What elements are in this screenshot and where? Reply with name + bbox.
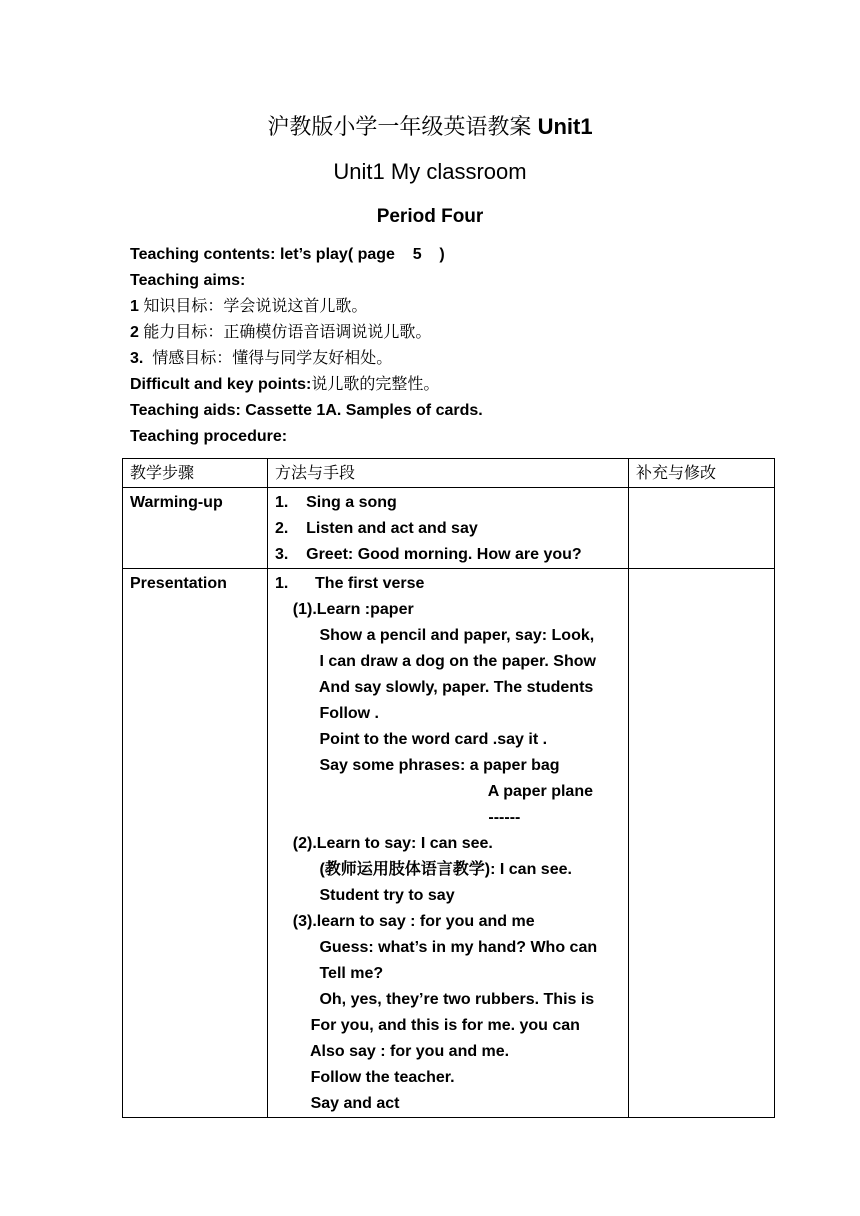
list-item: (教师运用肢体语言教学): I can see.: [275, 861, 572, 878]
list-item: Say some phrases: a paper bag: [275, 757, 560, 774]
key-points: Difficult and key points:说儿歌的完整性。: [130, 376, 440, 393]
title-chinese: 沪教版小学一年级英语教案: [267, 114, 532, 139]
procedure-table: [122, 458, 775, 1118]
list-item: I can draw a dog on the paper. Show: [275, 653, 596, 670]
teaching-aims-label: Teaching aims:: [130, 272, 246, 289]
list-item: A paper plane: [275, 783, 593, 800]
table-row-warming-up: [123, 488, 775, 569]
list-item: 2. Listen and act and say: [275, 520, 478, 537]
list-item: Also say : for you and me.: [275, 1043, 510, 1060]
title-unit: Unit1: [537, 114, 593, 139]
list-item: (3).learn to say : for you and me: [275, 913, 535, 930]
document-title: [0, 112, 860, 142]
warming-up-methods: [268, 488, 629, 569]
list-item: For you, and this is for me. you can: [275, 1017, 580, 1034]
list-item: (2).Learn to say: I can see.: [275, 835, 493, 852]
list-item: Say and act: [275, 1095, 400, 1112]
warming-up-notes: [629, 488, 775, 569]
list-item: 1. The first verse: [275, 575, 425, 592]
presentation-notes: [629, 569, 775, 1118]
table-row-presentation: [123, 569, 775, 1118]
list-item: And say slowly, paper. The students: [275, 679, 594, 696]
header-notes: 补充与修改: [629, 459, 775, 488]
list-item: Guess: what’s in my hand? Who can: [275, 939, 598, 956]
list-item: Oh, yes, they’re two rubbers. This is: [275, 991, 595, 1008]
header-method: 方法与手段: [268, 459, 629, 488]
list-item: Follow the teacher.: [275, 1069, 455, 1086]
step-presentation: Presentation: [123, 569, 268, 1118]
teaching-aids: Teaching aids: Cassette 1A. Samples of cards.: [130, 402, 483, 419]
document-subtitle: Unit1 My classroom: [333, 159, 527, 184]
list-item: Show a pencil and paper, say: Look,: [275, 627, 595, 644]
teaching-contents: Teaching contents: let’s play( page 5 ): [130, 246, 445, 263]
aim-1: 1 知识目标：学会说说这首儿歌。: [130, 298, 368, 315]
header-step: 教学步骤: [123, 459, 268, 488]
aim-2: 2 能力目标：正确模仿语音语调说说儿歌。: [130, 324, 432, 341]
teaching-procedure: Teaching procedure:: [130, 428, 288, 445]
list-item: 3. Greet: Good morning. How are you?: [275, 546, 582, 563]
aim-3: 3. 情感目标：懂得与同学友好相处。: [130, 350, 393, 367]
list-item: Point to the word card .say it .: [275, 731, 548, 748]
list-item: 1. Sing a song: [275, 494, 397, 511]
period-heading: Period Four: [376, 206, 484, 227]
table-header-row: [123, 459, 775, 488]
list-item: Student try to say: [275, 887, 455, 904]
list-item: Follow .: [275, 705, 379, 722]
list-item: (1).Learn :paper: [275, 601, 414, 618]
presentation-methods: [268, 569, 629, 1118]
lesson-info: [130, 242, 770, 450]
step-warming-up: Warming-up: [123, 488, 268, 569]
list-item: Tell me?: [275, 965, 384, 982]
list-item: ------: [275, 809, 521, 826]
